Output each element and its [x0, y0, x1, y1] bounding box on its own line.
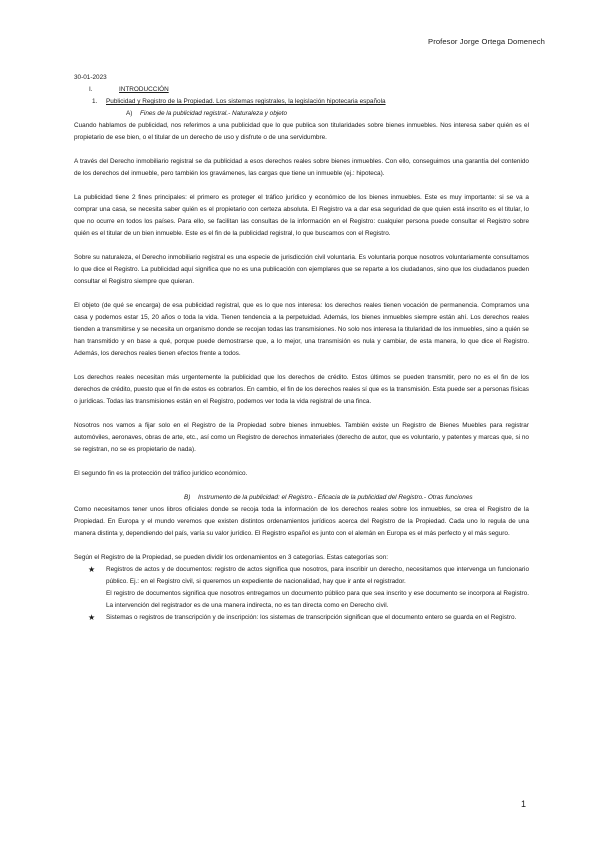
paragraph: El objeto (de qué se encarga) de esa publicidad registral, que es lo que nos interesa: los derechos reales tienen vocación de permanencia. Compramos una casa y podemos estar 15, 20 años o toda la vida. Tienen tendencia a la perpetuidad. Además, los bienes inmuebles siempre están ahí. Los derechos reales tienden a transmitirse y se necesita un organismo donde se recojan todas las transmisiones. No solo nos interesa la titularidad de los inmuebles, sino a quién se han transmitido y en base a qué, porque puede demostrarse que, a lo mejor, una transmisión es nula y cambiar, de esta manera, lo que dice el Registro. Además, los derechos reales tienen efectos frente a todos.: [74, 302, 529, 357]
subsection-heading: [92, 96, 529, 108]
category-list: [88, 564, 529, 624]
paragraph: Cuando hablamos de publicidad, nos referimos a una publicidad que lo que publica son titularidades sobre bienes inmuebles. Nos interesa saber quién es el propietario de ese bien, o el titular de un derecho de uso y disfrute o de una servidumbre.: [74, 122, 529, 141]
document-body: [74, 72, 529, 624]
list-item-text: El registro de documentos significa que nosotros entregamos un documento público para que sea inscrito y ese documento se incorpora al Registro. La intervención del registrador es de una manera indirecta, no es tan directa como en Derecho civil.: [106, 590, 529, 609]
subheading-a-title: Fines de la publicidad registral.- Naturaleza y objeto: [140, 110, 288, 117]
section-heading: [89, 84, 529, 96]
paragraph: Como necesitamos tener unos libros oficiales donde se recoja toda la información de los derechos reales sobre los inmuebles, se crea el Registro de la Propiedad. En Europa y el mundo veremos que existen distintos ordenamientos jurídicos acerca del Registro de la Propiedad. Cada uno lo regula de una manera distinta y, dependiendo del país, varía su valor jurídico. El Registro español es junto con el alemán en Europa es el más perfecto y el más seguro.: [74, 506, 529, 537]
subsection-number: 1.: [92, 98, 98, 105]
page-number: 1: [520, 799, 526, 809]
list-item: [88, 612, 529, 624]
section-number: I.: [89, 86, 93, 93]
subheading-b-title: Instrumento de la publicidad: el Registro.- Eficacia de la publicidad del Registro.- Otras funciones: [198, 494, 473, 501]
subheading-b: [184, 492, 529, 504]
date-line: 30-01-2023: [74, 74, 107, 81]
paragraph: Sobre su naturaleza, el Derecho inmobiliario registral es una especie de jurisdicción civil voluntaria. Es voluntaria porque nosotros voluntariamente consultamos lo que dice el Registro. La publicidad aquí significa que no es una publicación con ejemplares que se reparte a los ciudadanos, sino que los ciudadanos pueden consultar el Registro siempre que quieran.: [74, 254, 529, 285]
list-item-text: Registros de actos y de documentos: registro de actos significa que nosotros, para inscribir un derecho, necesitamos que intervenga un funcionario público. Ej.: en el Registro civil, si queremos un expediente de nacionalidad, hay que ir ante el registrador.: [106, 566, 529, 585]
subheading-b-number: B): [184, 494, 191, 501]
list-item: [88, 564, 529, 612]
paragraph: Nosotros nos vamos a fijar solo en el Registro de la Propiedad sobre bienes inmuebles. También existe un Registro de Bienes Muebles para registrar automóviles, aeronaves, obras de arte, etc., así como un Registro de derechos inmateriales (derecho de autor, que es voluntario, y patentes y marcas que, si no se registran, no se es propietario de nada).: [74, 422, 529, 453]
paragraph: El segundo fin es la protección del tráfico jurídico económico.: [74, 470, 248, 477]
star-bullet-icon: ★: [88, 613, 96, 622]
section-title: INTRODUCCIÓN: [119, 86, 169, 93]
paragraph: Los derechos reales necesitan más urgentemente la publicidad que los derechos de crédito. Estos últimos se pueden transmitir, pero no es el fin de los derechos de crédito, puesto que el fin de estos es cobrarlos. En cambio, el fin de los derechos reales sí que es la transmisión. Esta puede ser a personas físicas o jurídicas. Todas las transmisiones están en el Registro, podemos ver toda la vida registral de una finca.: [74, 374, 529, 405]
paragraph: Según el Registro de la Propiedad, se pueden dividir los ordenamientos en 3 categorías. Estas categorías son:: [74, 554, 389, 561]
subsection-title: Publicidad y Registro de la Propiedad. Los sistemas registrales, la legislación hipotecaria española: [106, 98, 386, 105]
paragraph: A través del Derecho inmobiliario registral se da publicidad a esos derechos reales sobre bienes inmuebles. Con ello, conseguimos una garantía del contenido de los derechos del inmueble, pero también los gravámenes, las cargas que tiene un inmueble (ej.: hipoteca).: [74, 158, 529, 177]
page-header-author: Profesor Jorge Ortega Domenech: [428, 37, 545, 46]
list-item-text: Sistemas o registros de transcripción y de inscripción: los sistemas de transcripción significan que el documento entero se guarda en el Registro.: [106, 614, 517, 621]
star-bullet-icon: ★: [88, 565, 96, 574]
subheading-a-number: A): [126, 110, 133, 117]
subheading-a: [126, 108, 529, 120]
paragraph: La publicidad tiene 2 fines principales: el primero es proteger el tráfico jurídico y económico de los bienes inmuebles. Este es muy importante: si se va a comprar una casa, se necesita saber quién es el propietario con certeza absoluta. El Registro va a dar esa seguridad de que quien está inscrito es el titular, lo que no ocurre en todos los países. Para ello, se facilitan las consultas de la información en el Registro: cualquier persona puede consultar el Registro sobre quién es el titular de un bien inmueble. Este es el fin de la publicidad registral, lo que buscamos con el Registro.: [74, 194, 529, 237]
